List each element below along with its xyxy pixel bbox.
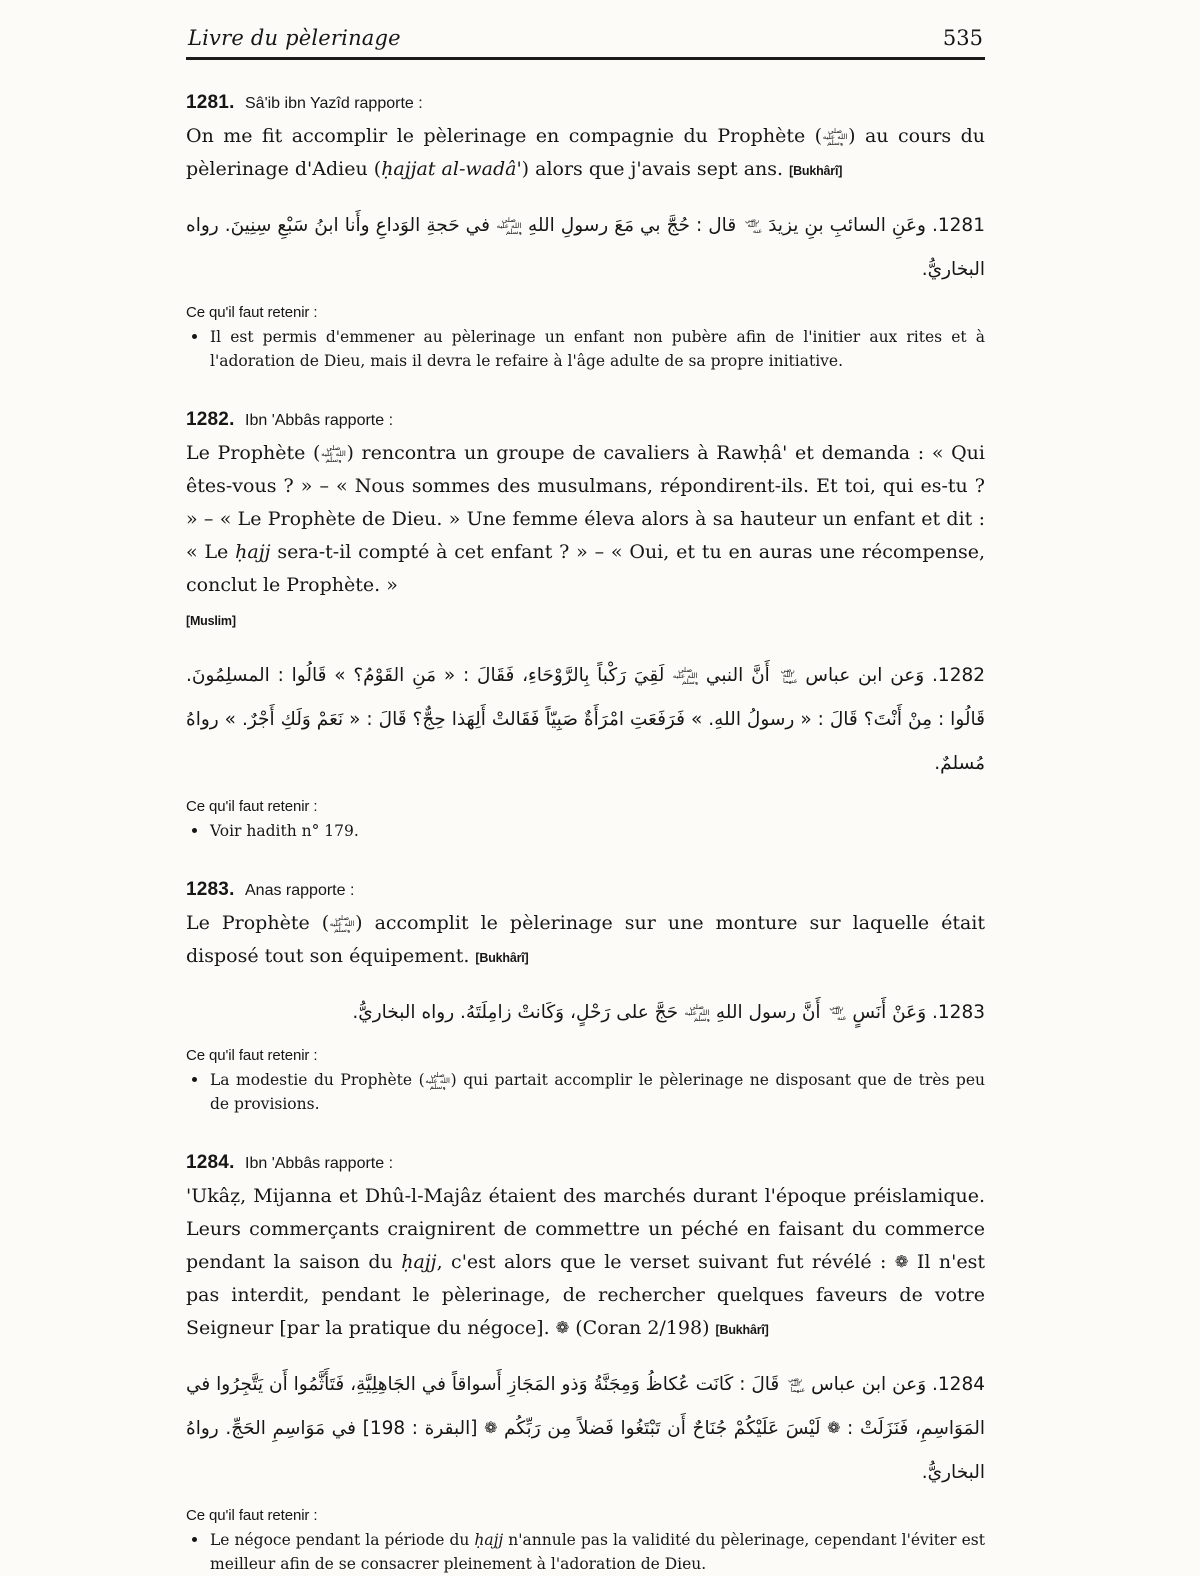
hadith-translation	[186, 1180, 985, 1347]
hadith-arabic	[186, 991, 985, 1035]
retenir-point: La modestie du Prophète ( صلى الله عليه وسلم ) qui partait accomplir le pèlerinage ne disposant que de très peu de provisions.	[190, 1068, 985, 1116]
hadith-number: 1283.	[186, 879, 235, 900]
hadith-translation	[186, 437, 985, 638]
retenir-label: Ce qu'il faut retenir :	[186, 304, 318, 321]
hadith-number: 1281.	[186, 92, 235, 113]
translation-text: 'Ukâẓ, Mijanna et Dhû-l-Majâz étaient des marchés durant l'époque préislamique. Leurs commerçants craignirent de commettre un péché en faisant du commerce pendant la saison du ḥajj, c'est alors que le verset suivant fut révélé : ❁ Il n'est pas interdit, pendant le pèlerinage, de rechercher quelques faveurs de votre Seigneur [par la pratique du négoce]. ❁ (Coran 2/198)	[186, 1185, 985, 1339]
source-tag: [Muslim]	[186, 614, 236, 628]
hadith-1284	[186, 1152, 985, 1576]
hadith-translation	[186, 907, 985, 975]
hadith-arabic	[186, 204, 985, 292]
running-head	[186, 26, 985, 60]
hadith-arabic	[186, 1363, 985, 1495]
hadith-arabic	[186, 654, 985, 786]
arabic-text: 1282. وَعن ابن عباس رضي الله عنهما أَنَّ النبي صلى الله عليه وسلم لَقِيَ رَكْباً بِالرَّوْحَاءِ، فَقَالَ : « مَنِ القَوْمُ؟ » قَالُوا : المسلِمُونَ. قَالُوا : مِنْ أَنْتَ؟ قَالَ : « رسولُ اللهِ. » فَرَفَعَتِ امْرَأَةٌ صَبِيّاً فَقَالتْ أَلِهَذا حِجٌّ؟ قَالَ : « نَعَمْ وَلَكِ أَجْرٌ. » رواهُ مُسلمٌ.	[186, 665, 986, 774]
book-section-title: Livre du pèlerinage	[188, 26, 401, 50]
translation-text: Le Prophète ( صلى الله عليه وسلم ) rencontra un groupe de cavaliers à Rawḥâ' et demanda : « Qui êtes-vous ? » – « Nous sommes des musulmans, répondirent-ils. Et toi, qui es-tu ? » – « Le Prophète de Dieu. » Une femme éleva alors à sa hauteur un enfant et dit : « Le ḥajj sera-t-il compté à cet enfant ? » – « Oui, et tu en auras une récompense, conclut le Prophète. »	[186, 442, 985, 596]
retenir-points	[186, 1528, 985, 1576]
hadith-number: 1284.	[186, 1152, 235, 1173]
hadith-1282	[186, 409, 985, 843]
retenir-label: Ce qu'il faut retenir :	[186, 1047, 318, 1064]
hadith-narrator: Sâ'ib ibn Yazîd rapporte :	[245, 95, 423, 112]
hadith-narrator: Ibn 'Abbâs rapporte :	[245, 412, 394, 429]
retenir-point: Le négoce pendant la période du ḥajj n'annule pas la validité du pèlerinage, cependant l'éviter est meilleur afin de se consacrer pleinement à l'adoration de Dieu.	[190, 1528, 985, 1576]
retenir-label: Ce qu'il faut retenir :	[186, 1507, 318, 1524]
page-number: 535	[942, 26, 983, 50]
retenir-points	[186, 1068, 985, 1116]
hadith-narrator: Anas rapporte :	[245, 882, 355, 899]
source-tag: [Bukhârî]	[715, 1323, 769, 1337]
hadith-translation	[186, 120, 985, 188]
hadith-heading	[186, 409, 985, 431]
hadith-heading	[186, 92, 985, 114]
arabic-text: 1284. وَعن ابن عباس رضي الله عنهما قَالَ : كَانَت عُكاظُ وَمِجَنَّةُ وَذو المَجَازِ أَسواقاً في الجَاهِلِيَّةِ، فَتَأَثَّمُوا أَن يَتَّجِرُوا في المَوَاسِمِ، فَنَزَلَتْ : ❁ لَيْسَ عَلَيْكُمْ جُنَاحٌ أَن تَبْتَغُوا فَضلاً مِن رَبِّكُم ❁ [البقرة : 198] في مَوَاسِمِ الحَجِّ. رواهُ البخاريُّ.	[186, 1374, 986, 1483]
translation-text: On me fit accomplir le pèlerinage en compagnie du Prophète ( صلى الله عليه وسلم ) au cours du pèlerinage d'Adieu (ḥajjat al-wadâ') alors que j'avais sept ans.	[186, 125, 985, 180]
retenir-point: Il est permis d'emmener au pèlerinage un enfant non pubère afin de l'initier aux rites et à l'adoration de Dieu, mais il devra le refaire à l'âge adulte de sa propre initiative.	[190, 325, 985, 373]
retenir-label: Ce qu'il faut retenir :	[186, 798, 318, 815]
arabic-text: 1281. وعَنِ السائبِ بنِ يزيدَ رضي الله عنه قال : حُجَّ بي مَعَ رسولِ اللهِ صلى الله عليه وسلم في حَجةِ الوَداعِ وأَنا ابنُ سَبْعِ سِنِينَ. رواه البخاريُّ.	[186, 215, 985, 280]
hadith-heading	[186, 1152, 985, 1174]
arabic-text: 1283. وَعَنْ أَنَسٍ رضي الله عنه أَنَّ رسول اللهِ صلى الله عليه وسلم حَجَّ على رَحْلٍ، وَكَانتْ زامِلَتَهُ. رواه البخاريُّ.	[352, 1002, 985, 1023]
source-tag: [Bukhârî]	[475, 951, 529, 965]
hadith-number: 1282.	[186, 409, 235, 430]
translation-text: Le Prophète ( صلى الله عليه وسلم ) accomplit le pèlerinage sur une monture sur laquelle était disposé tout son équipement.	[186, 912, 985, 967]
retenir-points	[186, 325, 985, 373]
retenir-points	[186, 819, 985, 843]
hadith-1283	[186, 879, 985, 1116]
hadith-heading	[186, 879, 985, 901]
hadith-narrator: Ibn 'Abbâs rapporte :	[245, 1155, 394, 1172]
retenir-point: Voir hadith n° 179.	[190, 819, 985, 843]
source-tag: [Bukhârî]	[789, 164, 843, 178]
hadith-1281	[186, 92, 985, 373]
